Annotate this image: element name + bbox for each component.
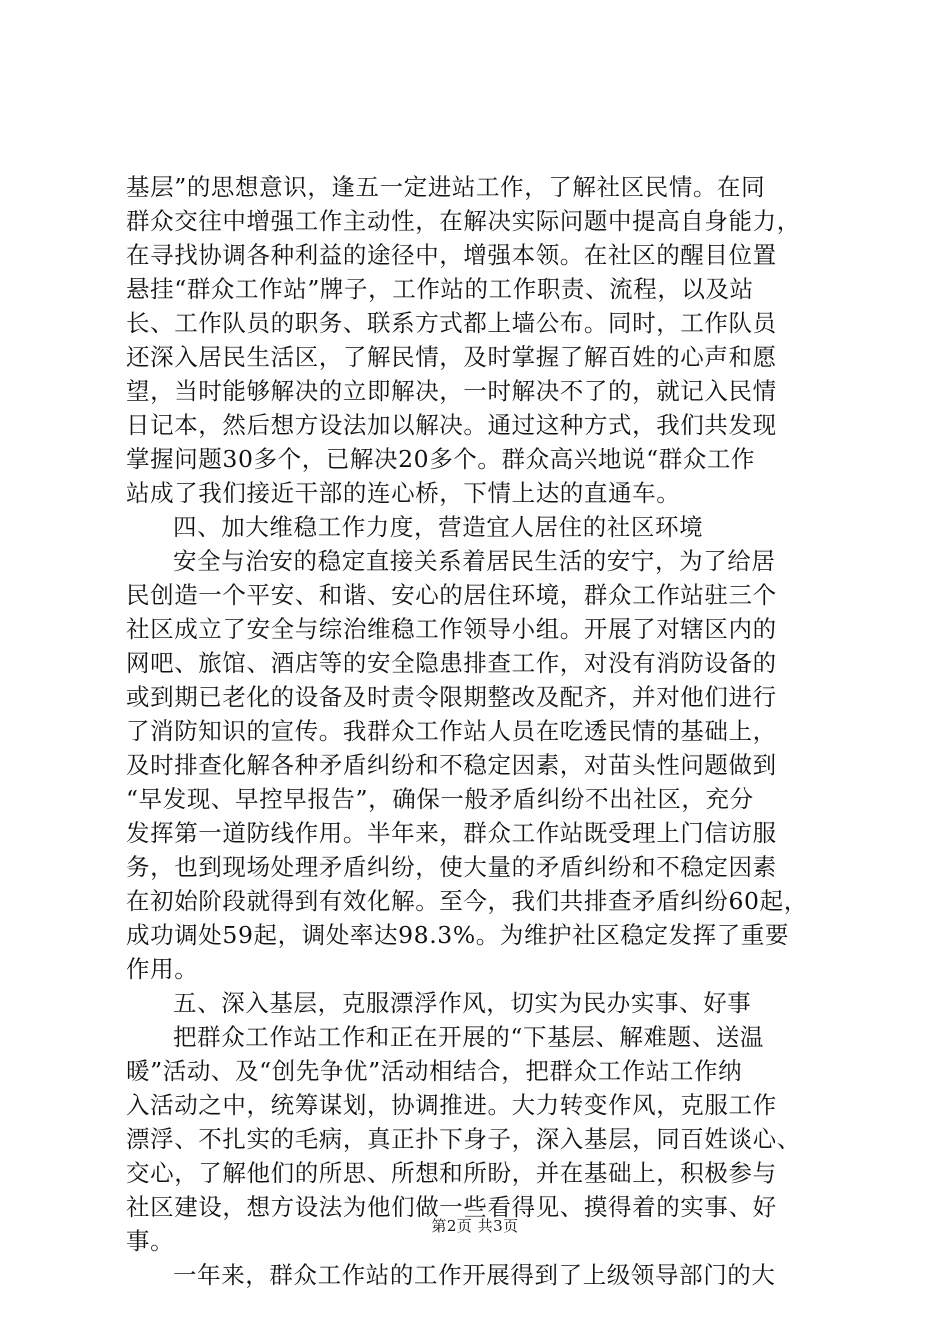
text-line: 入活动之中，统筹谋划，协调推进。大力转变作风，克服工作 bbox=[126, 1091, 777, 1119]
text-line: 四、加大维稳工作力度，营造宜人居住的社区环境 bbox=[173, 513, 704, 541]
page-footer: 第2页 共3页 bbox=[431, 1217, 519, 1235]
text-line: 基层”的思想意识，逢五一定进站工作，了解社区民情。在同 bbox=[126, 173, 766, 201]
text-line: 了消防知识的宣传。我群众工作站人员在吃透民情的基础上， bbox=[126, 717, 777, 745]
text-line: “早发现、早控早报告”，确保一般矛盾纠纷不出社区，充分 bbox=[126, 785, 754, 813]
text-line: 站成了我们接近干部的连心桥，下情上达的直通车。 bbox=[126, 479, 681, 507]
text-line: 长、工作队员的职务、联系方式都上墙公布。同时，工作队员 bbox=[126, 309, 777, 337]
text-line: 成功调处59起，调处率达98.3%。为维护社区稳定发挥了重要 bbox=[126, 921, 790, 949]
text-line: 及时排查化解各种矛盾纠纷和不稳定因素，对苗头性问题做到 bbox=[126, 751, 777, 779]
text-line: 悬挂“群众工作站”牌子，工作站的工作职责、流程，以及站 bbox=[126, 275, 754, 303]
text-line: 还深入居民生活区，了解民情，及时掌握了解百姓的心声和愿 bbox=[126, 343, 777, 371]
text-line: 发挥第一道防线作用。半年来，群众工作站既受理上门信访服 bbox=[126, 819, 777, 847]
text-line: 务，也到现场处理矛盾纠纷，使大量的矛盾纠纷和不稳定因素 bbox=[126, 853, 777, 881]
text-line: 把群众工作站工作和正在开展的“下基层、解难题、送温 bbox=[173, 1023, 765, 1051]
text-line: 安全与治安的稳定直接关系着居民生活的安宁，为了给居 bbox=[173, 547, 776, 575]
text-line: 作用。 bbox=[126, 955, 199, 983]
text-line: 或到期已老化的设备及时责令限期整改及配齐，并对他们进行 bbox=[126, 683, 777, 711]
text-line: 在寻找协调各种利益的途径中，增强本领。在社区的醒目位置 bbox=[126, 241, 777, 269]
text-line: 社区成立了安全与综治维稳工作领导小组。开展了对辖区内的 bbox=[126, 615, 777, 643]
text-line: 事。 bbox=[126, 1227, 175, 1255]
text-line: 社区建设，想方设法为他们做一些看得见、摸得着的实事、好 bbox=[126, 1193, 777, 1221]
text-line: 一年来，群众工作站的工作开展得到了上级领导部门的大 bbox=[173, 1261, 776, 1289]
document-body bbox=[126, 170, 826, 1292]
text-line: 掌握问题30多个，已解决20多个。群众高兴地说“群众工作 bbox=[126, 445, 756, 473]
text-line: 群众交往中增强工作主动性，在解决实际问题中提高自身能力， bbox=[126, 207, 801, 235]
text-line: 网吧、旅馆、酒店等的安全隐患排查工作，对没有消防设备的 bbox=[126, 649, 777, 677]
text-line: 交心，了解他们的所思、所想和所盼，并在基础上，积极参与 bbox=[126, 1159, 777, 1187]
text-line: 在初始阶段就得到有效化解。至今，我们共排查矛盾纠纷60起， bbox=[126, 887, 808, 915]
text-line: 望，当时能够解决的立即解决，一时解决不了的，就记入民情 bbox=[126, 377, 777, 405]
text-line: 漂浮、不扎实的毛病，真正扑下身子，深入基层，同百姓谈心、 bbox=[126, 1125, 801, 1153]
text-line: 五、深入基层，克服漂浮作风，切实为民办实事、好事 bbox=[173, 989, 752, 1017]
text-line: 暖”活动、及“创先争优”活动相结合，把群众工作站工作纳 bbox=[126, 1057, 743, 1085]
text-line: 民创造一个平安、和谐、安心的居住环境，群众工作站驻三个 bbox=[126, 581, 777, 609]
text-line: 日记本，然后想方设法加以解决。通过这种方式，我们共发现 bbox=[126, 411, 777, 439]
